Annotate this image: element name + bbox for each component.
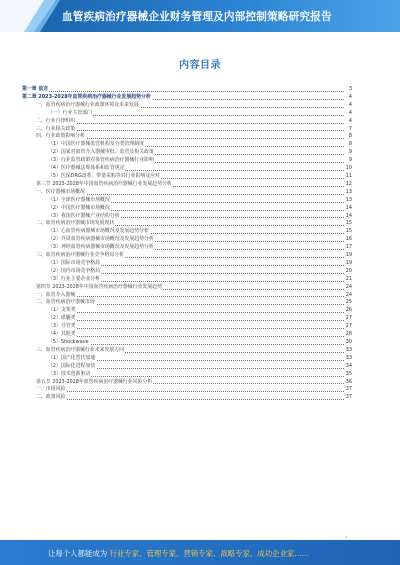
toc-entry[interactable]	[22, 252, 352, 260]
toc-entry-title: （2）国际化进程加快	[48, 362, 96, 369]
toc-entry-title: 第二章 2023-2028年血管疾病治疗器械行业发展趋势分析	[22, 93, 151, 100]
toc-dot-leader	[40, 296, 344, 297]
toc-entry-title: （3）神经血管疾病器械市场概况及发展趋势分析	[48, 244, 154, 251]
toc-entry[interactable]	[22, 94, 352, 102]
toc-entry[interactable]	[22, 260, 352, 268]
toc-entry-title: （3）导管类	[48, 323, 76, 330]
footer-bar	[0, 540, 400, 565]
toc-entry-page: 37	[345, 386, 352, 393]
toc-entry-title: 一、医疗器械市场概况	[36, 188, 85, 195]
toc-dot-leader	[40, 391, 344, 392]
toc-dot-leader	[40, 123, 344, 124]
toc-entry-page: 24	[345, 283, 352, 290]
toc-entry-page: 13	[345, 188, 352, 195]
footer-slogan	[48, 548, 309, 559]
toc-entry-page: 8	[348, 141, 352, 148]
toc-entry-page: 30	[345, 339, 352, 345]
toc-entry-title: （1）全球医疗器械市场概况	[48, 196, 110, 203]
toc-entry[interactable]	[22, 157, 352, 165]
toc-dot-leader	[40, 130, 344, 131]
toc-dot-leader	[52, 312, 344, 313]
toc-entry[interactable]	[22, 110, 352, 118]
toc-dot-leader	[52, 115, 344, 116]
toc-entry-title: （1）国际市场竞争格局	[48, 259, 101, 266]
toc-entry[interactable]	[22, 284, 352, 292]
toc-entry-title: （2）国内市场竞争格局	[48, 267, 101, 274]
toc-entry-title: 三、血管疾病治疗器械行业竞争格局分析	[36, 252, 125, 259]
toc-entry[interactable]	[22, 102, 352, 110]
toc-entry[interactable]	[22, 173, 352, 181]
toc-entry-title: 三、血管疾病治疗器械行业未来发展方向	[36, 346, 125, 353]
toc-entry-title: 三、行业相关政策	[36, 125, 76, 132]
toc-entry-page: 36	[345, 378, 352, 385]
toc-entry[interactable]	[22, 149, 352, 157]
toc-entry-page: 24	[345, 291, 352, 298]
toc-entry-page: 12	[345, 180, 352, 187]
toc-entry-title: （1）国产化替代加速	[48, 354, 96, 361]
toc-entry[interactable]	[22, 165, 352, 173]
toc-entry[interactable]	[22, 205, 352, 213]
toc-dot-leader	[52, 328, 344, 329]
toc-entry-page: 28	[345, 331, 352, 338]
toc-entry[interactable]	[22, 355, 352, 363]
toc-entry-title: （2）外周血管疾病器械市场概况及发展趋势分析	[48, 236, 154, 243]
toc-entry-page: 9	[348, 157, 352, 164]
toc-entry-page: 4	[348, 101, 352, 108]
toc-entry-title: 四、行业政策影响分析	[36, 133, 85, 140]
toc-dot-leader	[52, 344, 344, 345]
toc-entry-title: （3）行业主要企业分析	[48, 275, 101, 282]
toc-entry-page: 19	[345, 259, 352, 266]
toc-entry-page: 37	[345, 394, 352, 401]
toc-entry-title: （1）心血管疾病器械市场概况及发展趋势分析	[48, 228, 149, 235]
toc-entry[interactable]	[22, 371, 352, 379]
toc-entry-page: 10	[345, 165, 352, 172]
toc-entry[interactable]	[22, 86, 352, 94]
toc-entry-page: 27	[345, 315, 352, 322]
toc-entry-page: 19	[345, 252, 352, 259]
toc-entry[interactable]	[22, 315, 352, 323]
toc-entry-title: （2）中国医疗器械市场概况	[48, 204, 110, 211]
report-title: 血管疾病治疗器械企业财务管理及内部控制策略研究报告	[62, 11, 332, 23]
toc-entry[interactable]	[22, 386, 352, 394]
toc-dot-leader	[26, 91, 344, 92]
toc-entry-page: 25	[345, 299, 352, 306]
toc-entry[interactable]	[22, 339, 352, 347]
toc-entry[interactable]	[22, 323, 352, 331]
toc-entry-page: 16	[345, 236, 352, 243]
toc-entry[interactable]	[22, 363, 352, 371]
toc-entry-page: 15	[345, 220, 352, 227]
toc-entry[interactable]	[22, 347, 352, 355]
toc-entry-title: （3）技术创新驱动	[48, 370, 91, 377]
toc-entry-page: 7	[348, 125, 352, 132]
toc-entry-title: 一、市场风险	[36, 386, 66, 393]
toc-entry[interactable]	[22, 331, 352, 339]
table-of-contents	[22, 86, 352, 402]
toc-dot-leader	[52, 320, 344, 321]
toc-entry-page: 27	[345, 323, 352, 330]
toc-entry[interactable]	[22, 379, 352, 387]
toc-entry-page: 26	[345, 307, 352, 314]
toc-dot-leader	[40, 399, 344, 400]
toc-entry[interactable]	[22, 394, 352, 402]
toc-entry[interactable]	[22, 118, 352, 126]
toc-entry-page: 4	[348, 117, 352, 124]
header-bar	[0, 0, 400, 32]
footer-slogan-highlight: 行业专家、管理专家、营销专家、战略专家、成功企业家……	[109, 549, 310, 558]
toc-entry-title: （1）中国医疗器械监管机构及分类管理制度	[48, 141, 145, 148]
toc-entry-title: 二、政策风险	[36, 394, 66, 401]
toc-entry-page: 14	[345, 204, 352, 211]
toc-entry-title: （2）球囊类	[48, 315, 76, 322]
toc-entry-title: （3）行业监管政策对血管疾病治疗器械行业影响	[48, 157, 154, 164]
toc-entry-title: 二、血管疾病治疗器械市场发展现状	[36, 220, 115, 227]
toc-entry-title: 第五节 2023-2028年血管疾病治疗器械行业风险分析	[36, 378, 153, 385]
toc-entry-title: （5）Shockwave	[48, 339, 89, 345]
toc-entry-page: 9	[348, 149, 352, 156]
toc-entry-page: 15	[345, 228, 352, 235]
toc-entry[interactable]	[22, 268, 352, 276]
toc-entry-page: 4	[348, 109, 352, 116]
toc-entry[interactable]	[22, 276, 352, 284]
toc-entry[interactable]	[22, 244, 352, 252]
toc-entry-title: （1）支架类	[48, 307, 76, 314]
toc-entry-page: 35	[345, 370, 352, 377]
toc-entry-page: 4	[348, 93, 352, 100]
footer-slogan-lead: 让每个人都能成为	[48, 549, 108, 558]
toc-entry-page: 11	[345, 172, 352, 179]
toc-entry-page: 13	[345, 196, 352, 203]
toc-entry-title: （4）医疗器械法规体系和监管规定	[48, 165, 125, 172]
toc-entry-title: 一、血管介入器械	[36, 291, 76, 298]
page-number: 1	[345, 535, 347, 539]
toc-entry-title: 二、行业自律组织	[36, 117, 76, 124]
toc-entry-title: （2）国家对血管介入器械审批、监管及相关政策	[48, 149, 154, 156]
toc-entry-page: 8	[348, 133, 352, 140]
toc-entry-page: 34	[345, 362, 352, 369]
toc-entry[interactable]	[22, 181, 352, 189]
header-logo-shape	[0, 0, 60, 32]
toc-entry-title: （一）行业主管部门	[48, 109, 93, 116]
toc-entry-page: 20	[345, 267, 352, 274]
toc-entry-title: 第四节 2023-2028年中国血管疾病治疗器械行业发展趋势	[36, 283, 163, 290]
toc-entry-page: 14	[345, 212, 352, 219]
toc-entry-title: 第一章 前言	[22, 86, 49, 92]
toc-entry[interactable]	[22, 236, 352, 244]
toc-entry-page: 17	[345, 244, 352, 251]
toc-entry-title: 一、血管疾病治疗器械行业政策环境及未来发展	[36, 101, 139, 108]
toc-entry[interactable]	[22, 189, 352, 197]
toc-entry-page: 3	[348, 86, 352, 92]
toc-entry-title: （4）其他类	[48, 331, 76, 338]
toc-entry-page: 33	[345, 346, 352, 353]
toc-entry-page: 21	[345, 275, 352, 282]
toc-entry[interactable]	[22, 197, 352, 205]
toc-dot-leader	[52, 336, 344, 337]
toc-entry-title: 第三节 2023-2028年中国血管疾病治疗器械行业发展趋势分析	[36, 180, 172, 187]
toc-entry-page: 33	[345, 354, 352, 361]
toc-entry-title: （5）医保DRG改革、带量采购等对行业影响及应对	[48, 172, 160, 179]
toc-dot-leader	[52, 376, 344, 377]
toc-heading: 内容目录	[179, 60, 221, 71]
toc-entry-title: （3）我国医疗器械产业结构分析	[48, 212, 120, 219]
toc-entry-title: 二、血管疾病治疗器械市场	[36, 299, 95, 306]
